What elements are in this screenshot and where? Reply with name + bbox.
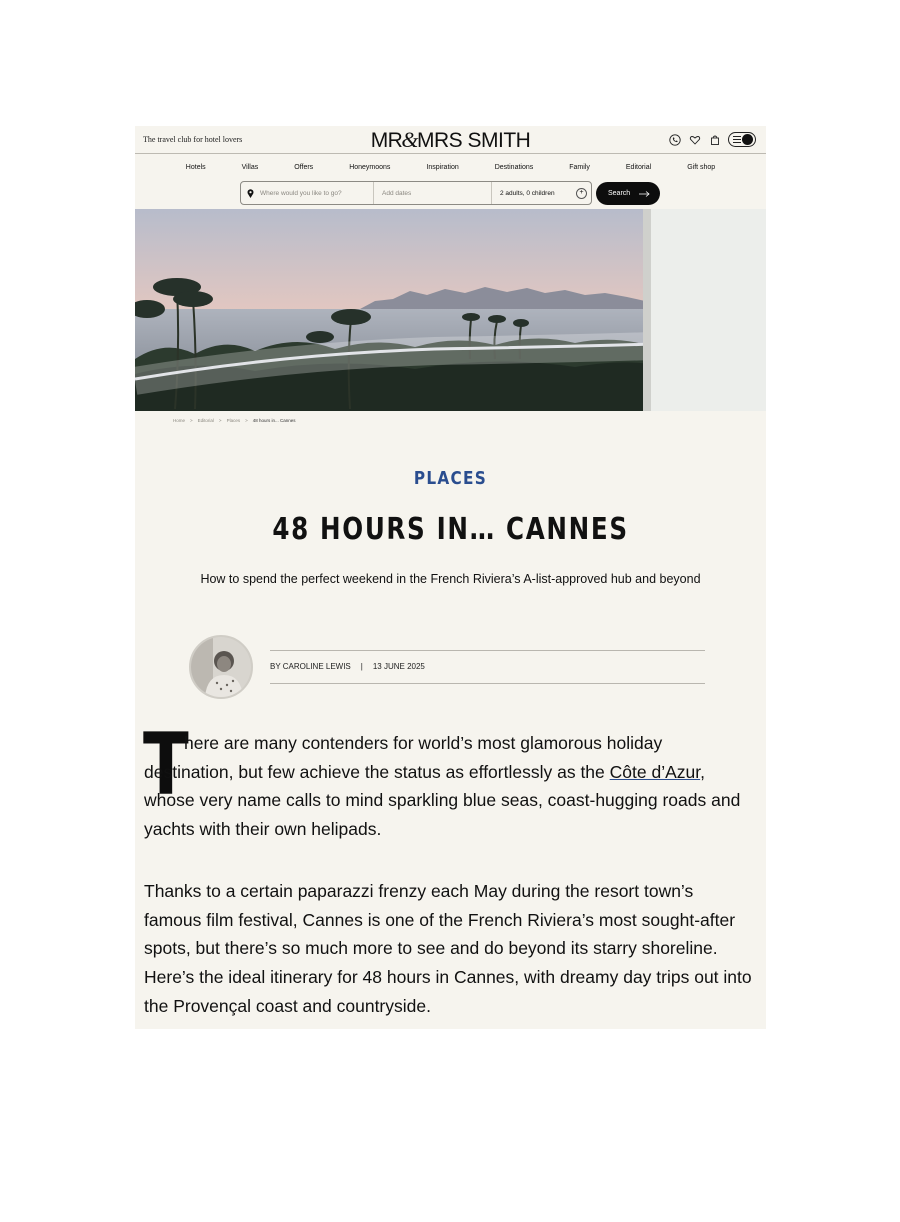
nav-item-hotels[interactable]: Hotels: [185, 164, 206, 171]
search-bar: [240, 181, 592, 205]
menu-icon: [733, 136, 741, 143]
phone-icon[interactable]: [668, 133, 681, 146]
hero-image: [135, 209, 766, 411]
paragraph-1-text-a: here are many contenders for world’s most glamorous holiday destination, but few achieve the status as effortlessly as the: [144, 733, 663, 782]
search-button-label: Search: [608, 190, 631, 197]
nav-item-editorial[interactable]: Editorial: [625, 164, 652, 171]
drop-cap: T: [143, 715, 189, 815]
article-paragraph-2: Thanks to a certain paparazzi frenzy each May during the resort town’s famous film festival, Cannes is one of the French Riviera’s most sought-after spots, but there’s so much more to see and do beyond its starry shoreline. Here’s the ideal itinerary for 48 hours in Cannes, with dreamy day trips out into the Provençal coast and countryside.: [144, 881, 752, 1016]
breadcrumb-current: 48 hours in... Cannes: [252, 418, 296, 423]
location-pin-icon: [247, 189, 254, 198]
article-subtitle: How to spend the perfect weekend in the French Riviera’s A-list-approved hub and beyond: [200, 572, 701, 586]
nav-item-villas[interactable]: Villas: [241, 164, 259, 171]
publish-date: 13 JUNE 2025: [372, 662, 425, 671]
search-button[interactable]: [596, 182, 660, 205]
page-title: 48 HOURS IN… CANNES: [272, 512, 629, 547]
breadcrumb-separator: >: [190, 418, 193, 423]
header-icons: [668, 132, 756, 147]
logo-left: MR: [370, 129, 403, 152]
location-field[interactable]: [241, 182, 374, 204]
top-bar: [135, 126, 766, 154]
location-placeholder: Where would you like to go?: [260, 189, 342, 197]
nav-item-destinations[interactable]: Destinations: [494, 164, 534, 171]
author-name[interactable]: BY CAROLINE LEWIS: [270, 662, 351, 671]
main-nav: [135, 153, 766, 179]
author-avatar[interactable]: [189, 635, 253, 699]
logo-right: MRS SMITH: [416, 129, 531, 152]
bag-icon[interactable]: [708, 133, 721, 146]
arrow-right-icon: [639, 191, 650, 197]
breadcrumb: [173, 418, 296, 423]
dates-placeholder: Add dates: [382, 189, 412, 197]
byline-divider-bottom: [270, 683, 705, 684]
tagline: The travel club for hotel lovers: [143, 135, 243, 144]
dates-field[interactable]: [374, 182, 492, 204]
byline-separator: |: [360, 662, 363, 671]
nav-item-offers[interactable]: Offers: [294, 164, 314, 171]
article-category[interactable]: PLACES: [413, 468, 488, 489]
byline: [270, 662, 425, 671]
nav-item-inspiration[interactable]: Inspiration: [426, 164, 459, 171]
guests-field[interactable]: [492, 182, 591, 204]
breadcrumb-separator: >: [218, 418, 222, 423]
account-menu-button[interactable]: [728, 132, 756, 147]
breadcrumb-separator: >: [245, 418, 248, 423]
byline-divider-top: [270, 650, 705, 651]
paragraph-1-text-b: , whose very name calls to mind sparkling blue seas, coast-hugging roads and yachts with their own helipads.: [144, 761, 741, 840]
guests-value: 2 adults, 0 children: [500, 189, 555, 197]
nav-item-family[interactable]: Family: [569, 164, 590, 171]
add-guests-icon[interactable]: +: [576, 188, 587, 199]
breadcrumb-places[interactable]: Places: [226, 418, 241, 423]
article-paragraph-1: [144, 729, 754, 844]
user-icon: [742, 134, 753, 145]
heart-icon[interactable]: [688, 133, 701, 146]
breadcrumb-editorial[interactable]: Editorial: [197, 418, 214, 423]
cote-dazur-link[interactable]: Côte d’Azur: [609, 761, 701, 782]
nav-item-honeymoons[interactable]: Honeymoons: [349, 164, 391, 171]
nav-item-gift-shop[interactable]: Gift shop: [687, 164, 716, 171]
page: [135, 126, 766, 1029]
logo-ampersand: &: [401, 127, 418, 152]
breadcrumb-home[interactable]: Home: [173, 418, 186, 423]
